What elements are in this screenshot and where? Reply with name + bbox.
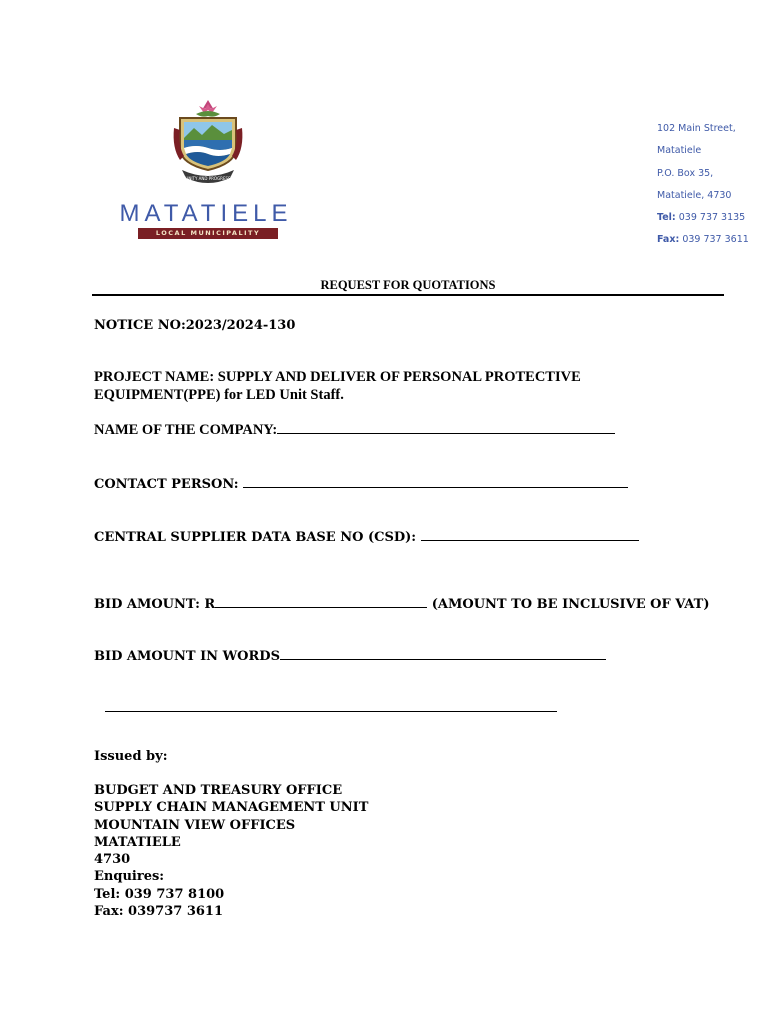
company-name-blank[interactable] [277,421,615,434]
contact-person-field[interactable] [94,475,628,492]
bid-words-continuation-line[interactable] [105,711,557,712]
issuer-line: MATATIELE [94,834,181,850]
issuer-line: Tel: 039 737 8100 [94,886,225,902]
bid-amount-note: (AMOUNT TO BE INCLUSIVE OF VAT) [431,597,710,612]
contact-person-label: CONTACT PERSON: [94,477,239,492]
municipality-crest-logo [168,98,248,190]
document-title: REQUEST FOR QUOTATIONS [320,278,496,292]
csd-number-field[interactable] [94,528,639,545]
company-name-label: NAME OF THE COMPANY: [94,422,278,438]
contact-person-blank[interactable] [243,475,628,488]
tel-line [657,207,749,229]
address-line: P.O. Box 35, [657,167,714,179]
tel-label: Tel: [657,212,676,224]
title-divider [92,294,724,296]
address-line: Matatiele [657,145,702,157]
fax-value: 039 737 3611 [682,234,749,246]
bid-amount-field[interactable] [94,595,710,612]
bid-words-blank[interactable] [280,647,606,660]
csd-number-label: CENTRAL SUPPLIER DATA BASE NO (CSD): [94,530,417,545]
project-name-line1: PROJECT NAME: SUPPLY AND DELIVER OF PERSONAL PROTECTIVE [94,369,581,385]
bid-words-label: BID AMOUNT IN WORDS [94,649,280,664]
fax-label: Fax: [657,234,680,246]
fax-line [657,229,749,251]
bid-words-field[interactable] [94,647,606,664]
company-name-field[interactable] [94,421,615,439]
tel-value: 039 737 3135 [678,212,746,224]
issuer-line: SUPPLY CHAIN MANAGEMENT UNIT [94,800,369,816]
issuer-line: Fax: 039737 3611 [94,904,223,920]
municipality-subtitle: LOCAL MUNICIPALITY [138,228,278,239]
issuer-line: Enquires: [94,869,165,885]
contact-address-block [657,118,749,252]
notice-number: NOTICE NO:2023/2024-130 [94,318,296,333]
crest-motto: UNITY AND PROGRESS [185,176,231,181]
csd-number-blank[interactable] [421,528,639,541]
address-line: Matatiele, 4730 [657,189,732,201]
issuer-line: MOUNTAIN VIEW OFFICES [94,817,296,833]
bid-amount-label: BID AMOUNT: R [94,597,216,612]
project-name-line2: EQUIPMENT(PPE) for LED Unit Staff. [94,387,344,403]
municipality-name: MATATIELE [119,200,293,227]
address-line: 102 Main Street, [657,123,736,134]
issued-by-heading: Issued by: [94,749,168,764]
issuer-line: 4730 [94,852,131,868]
bid-amount-blank[interactable] [215,595,427,608]
issuer-line: BUDGET AND TREASURY OFFICE [94,783,343,798]
issuer-block [94,782,368,920]
